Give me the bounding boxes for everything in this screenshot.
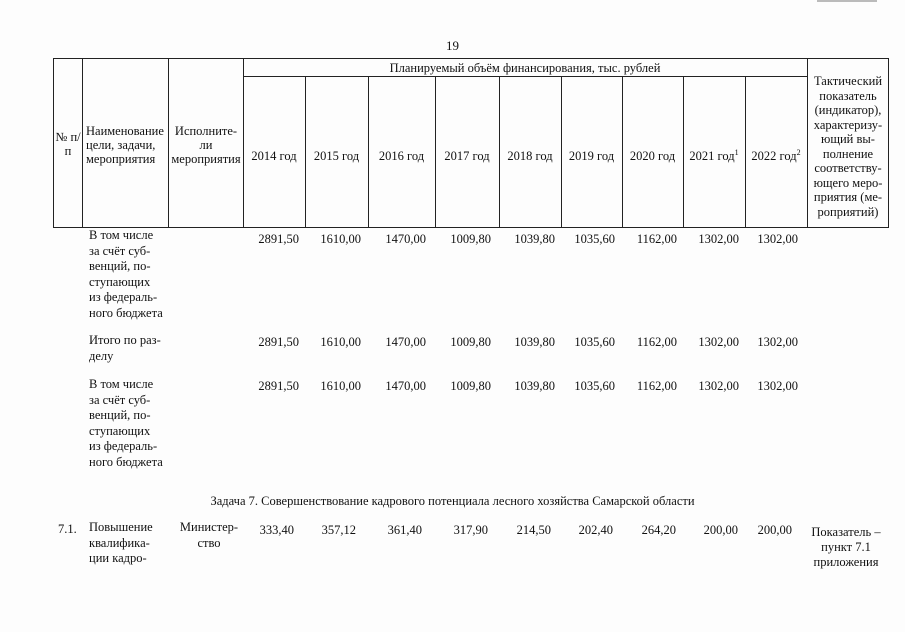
value-2020: 264,20 xyxy=(641,523,676,537)
year-label: 2017 год xyxy=(444,149,490,164)
header-number: № п/п xyxy=(55,130,81,158)
value-2017: 1009,80 xyxy=(450,379,491,393)
year-footnote: 1 xyxy=(734,148,739,157)
value-2015: 357,12 xyxy=(321,523,356,537)
value-2019: 1035,60 xyxy=(574,379,615,393)
value-2016: 1470,00 xyxy=(385,232,426,246)
header-year-2021 xyxy=(683,146,745,163)
value-2019: 202,40 xyxy=(578,523,613,537)
header-indicator-line: (индикатор), xyxy=(814,103,882,117)
grid-line xyxy=(82,58,83,228)
header-name-line: цели, задачи, xyxy=(86,138,156,152)
row-name-line: ного бюджета xyxy=(89,454,163,469)
item-number: 7.1. xyxy=(58,522,77,536)
row-name xyxy=(89,333,161,364)
value-2018: 1039,80 xyxy=(514,232,555,246)
grid-line xyxy=(243,58,244,228)
value-2021: 1302,00 xyxy=(698,335,739,349)
row-name-line: Итого по раз- xyxy=(89,333,161,347)
header-year-2022 xyxy=(745,146,807,163)
value-2020: 1162,00 xyxy=(636,335,677,349)
header-funding: Планируемый объём финансирования, тыс. рублей xyxy=(389,61,661,75)
year-label: 2016 год xyxy=(378,149,425,164)
value-2015: 1610,00 xyxy=(320,232,361,246)
value-2020: 1162,00 xyxy=(636,379,677,393)
row-name-line: В том числе xyxy=(89,228,154,242)
row-name-line: из федераль- xyxy=(89,290,158,304)
row-name-line: венций, по- xyxy=(89,408,151,422)
value-2017: 317,90 xyxy=(453,523,488,537)
header-executor-line: ли xyxy=(199,138,213,152)
value-2014: 333,40 xyxy=(259,523,294,537)
year-label: 2021 год xyxy=(689,149,735,164)
value-2019: 1035,60 xyxy=(574,335,615,349)
value-2018: 1039,80 xyxy=(514,335,555,349)
row-name-line: В том числе xyxy=(89,377,154,391)
header-year-2014 xyxy=(243,146,305,163)
value-2022: 1302,00 xyxy=(757,379,798,393)
header-name-line: Наименование xyxy=(86,124,164,138)
row-name-line: ного бюджета xyxy=(89,305,163,320)
header-indicator-line: характеризу- xyxy=(813,117,883,132)
value-2016: 361,40 xyxy=(387,523,422,537)
value-2021: 1302,00 xyxy=(698,232,739,246)
item-indicator-line: Показатель – xyxy=(811,525,881,539)
item-indicator xyxy=(806,525,886,570)
year-label: 2015 год xyxy=(313,149,360,164)
header-indicator-line: показатель xyxy=(819,88,877,103)
header-year-2017 xyxy=(435,146,499,163)
item-indicator-line: приложения xyxy=(813,555,879,569)
task-heading: Задача 7. Совершенствование кадрового потенциала лесного хозяйства Самарской области xyxy=(210,494,695,508)
header-indicator-line: ющий вы- xyxy=(821,132,875,146)
value-2019: 1035,60 xyxy=(574,232,615,246)
page-corner-mark xyxy=(817,0,877,2)
row-name xyxy=(89,228,163,321)
header-year-2015 xyxy=(305,146,368,163)
value-2018: 1039,80 xyxy=(514,379,555,393)
header-bottom-line xyxy=(53,227,888,228)
header-year-2016 xyxy=(368,146,435,163)
row-name-line: за счёт суб- xyxy=(89,392,151,407)
item-executor xyxy=(175,520,243,551)
value-2015: 1610,00 xyxy=(320,379,361,393)
header-executor xyxy=(169,124,243,166)
value-2015: 1610,00 xyxy=(320,335,361,349)
row-name xyxy=(89,377,163,470)
row-name-line: ступающих xyxy=(89,274,151,289)
value-2014: 2891,50 xyxy=(258,335,299,349)
header-name xyxy=(86,124,168,166)
header-indicator-line: приятия (ме- xyxy=(813,190,883,204)
value-2017: 1009,80 xyxy=(450,335,491,349)
row-name-line: из федераль- xyxy=(89,439,158,453)
value-2021: 200,00 xyxy=(703,523,738,537)
page-number: 19 xyxy=(446,38,459,53)
header-indicator-line: ющего меро- xyxy=(813,175,883,190)
item-executor-line: ство xyxy=(197,535,221,550)
item-name-line: ции кадро- xyxy=(89,551,147,565)
item-indicator-line: пункт 7.1 xyxy=(821,540,871,554)
header-indicator-line: соответству- xyxy=(814,161,882,175)
funding-subheader-line xyxy=(243,76,807,77)
row-name-line: за счёт суб- xyxy=(89,243,151,258)
grid-line xyxy=(888,58,889,228)
value-2020: 1162,00 xyxy=(636,232,677,246)
value-2022: 200,00 xyxy=(757,523,792,537)
year-label: 2018 год xyxy=(507,149,553,164)
header-year-2019 xyxy=(561,146,622,163)
header-indicator-line: Тактический xyxy=(813,74,883,88)
header-indicator-line: роприятий) xyxy=(817,204,879,219)
header-year-2018 xyxy=(499,146,561,163)
value-2022: 1302,00 xyxy=(757,335,798,349)
item-name xyxy=(89,520,153,567)
item-name-line: Повышение xyxy=(89,520,153,534)
header-top-line xyxy=(53,58,888,59)
item-name-line: квалифика- xyxy=(89,535,150,550)
row-name-line: ступающих xyxy=(89,423,151,438)
header-indicator-line: полнение xyxy=(822,146,874,161)
year-footnote: 2 xyxy=(796,148,801,157)
value-2014: 2891,50 xyxy=(258,379,299,393)
value-2017: 1009,80 xyxy=(450,232,491,246)
value-2022: 1302,00 xyxy=(757,232,798,246)
year-label: 2022 год xyxy=(751,149,797,164)
row-name-line: делу xyxy=(89,348,114,363)
header-executor-line: мероприятия xyxy=(171,152,241,166)
value-2018: 214,50 xyxy=(516,523,551,537)
year-label: 2020 год xyxy=(629,149,676,164)
header-executor-line: Исполните- xyxy=(174,124,238,138)
item-executor-line: Министер- xyxy=(179,520,239,534)
value-2021: 1302,00 xyxy=(698,379,739,393)
value-2016: 1470,00 xyxy=(385,335,426,349)
value-2014: 2891,50 xyxy=(258,232,299,246)
header-indicator xyxy=(808,74,888,219)
year-label: 2014 год xyxy=(251,149,297,164)
year-label: 2019 год xyxy=(568,149,615,164)
row-name-line: венций, по- xyxy=(89,259,151,273)
value-2016: 1470,00 xyxy=(385,379,426,393)
header-name-line: мероприятия xyxy=(86,152,156,166)
header-year-2020 xyxy=(622,146,683,163)
